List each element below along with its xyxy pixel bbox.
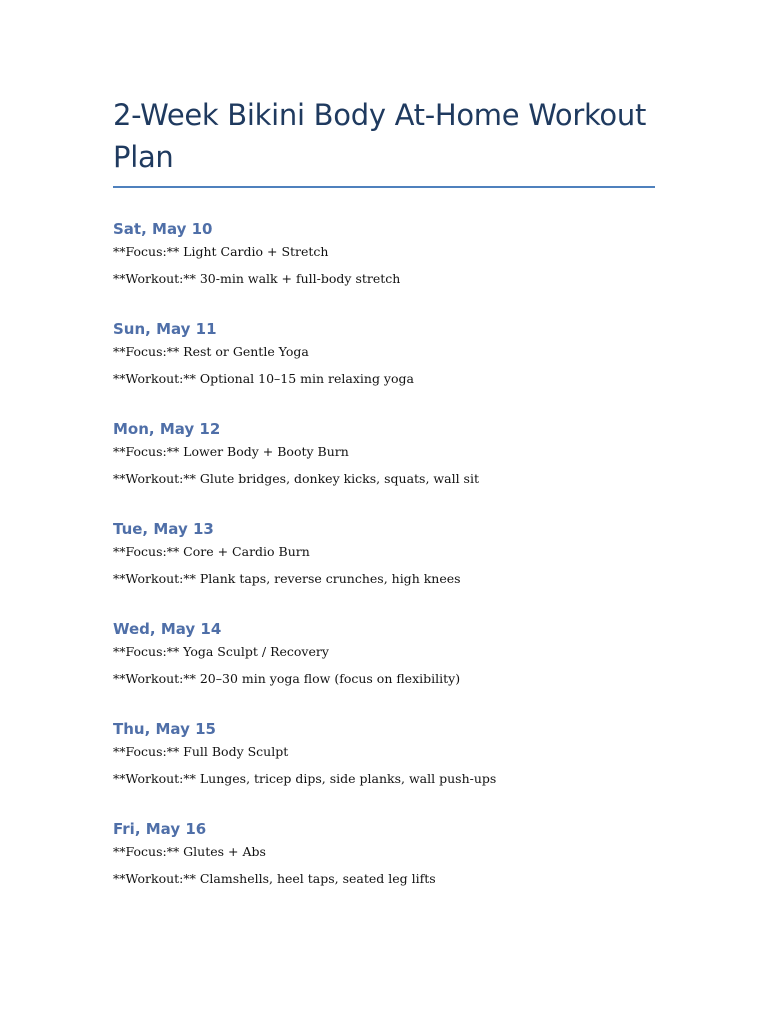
page-title: 2-Week Bikini Body At-Home Workout Plan	[113, 94, 655, 188]
day-section-fri	[113, 818, 655, 888]
workout-line: **Workout:** Optional 10–15 min relaxing yoga	[113, 371, 414, 386]
focus-line: **Focus:** Core + Cardio Burn	[113, 544, 310, 559]
day-heading: Tue, May 13	[113, 520, 214, 538]
focus-line: **Focus:** Light Cardio + Stretch	[113, 244, 329, 259]
focus-line: **Focus:** Lower Body + Booty Burn	[113, 444, 349, 459]
day-heading: Sat, May 10	[113, 220, 213, 238]
day-heading: Wed, May 14	[113, 620, 222, 638]
day-heading: Fri, May 16	[113, 820, 207, 838]
day-section-tue	[113, 518, 655, 588]
day-heading: Thu, May 15	[113, 720, 216, 738]
day-section-mon	[113, 418, 655, 488]
workout-line: **Workout:** Lunges, tricep dips, side planks, wall push-ups	[113, 771, 497, 786]
day-section-sun	[113, 318, 655, 388]
day-section-thu	[113, 718, 655, 788]
focus-line: **Focus:** Glutes + Abs	[113, 844, 266, 859]
workout-line: **Workout:** 20–30 min yoga flow (focus on flexibility)	[113, 671, 461, 686]
day-section-sat	[113, 218, 655, 288]
workout-line: **Workout:** Plank taps, reverse crunches, high knees	[113, 571, 461, 586]
day-heading: Sun, May 11	[113, 320, 217, 338]
workout-line: **Workout:** Glute bridges, donkey kicks, squats, wall sit	[113, 471, 479, 486]
document-page	[113, 94, 655, 888]
focus-line: **Focus:** Full Body Sculpt	[113, 744, 289, 759]
focus-line: **Focus:** Rest or Gentle Yoga	[113, 344, 309, 359]
workout-line: **Workout:** 30-min walk + full-body stretch	[113, 271, 401, 286]
day-heading: Mon, May 12	[113, 420, 221, 438]
day-section-wed	[113, 618, 655, 688]
workout-line: **Workout:** Clamshells, heel taps, seated leg lifts	[113, 871, 436, 886]
focus-line: **Focus:** Yoga Sculpt / Recovery	[113, 644, 329, 659]
